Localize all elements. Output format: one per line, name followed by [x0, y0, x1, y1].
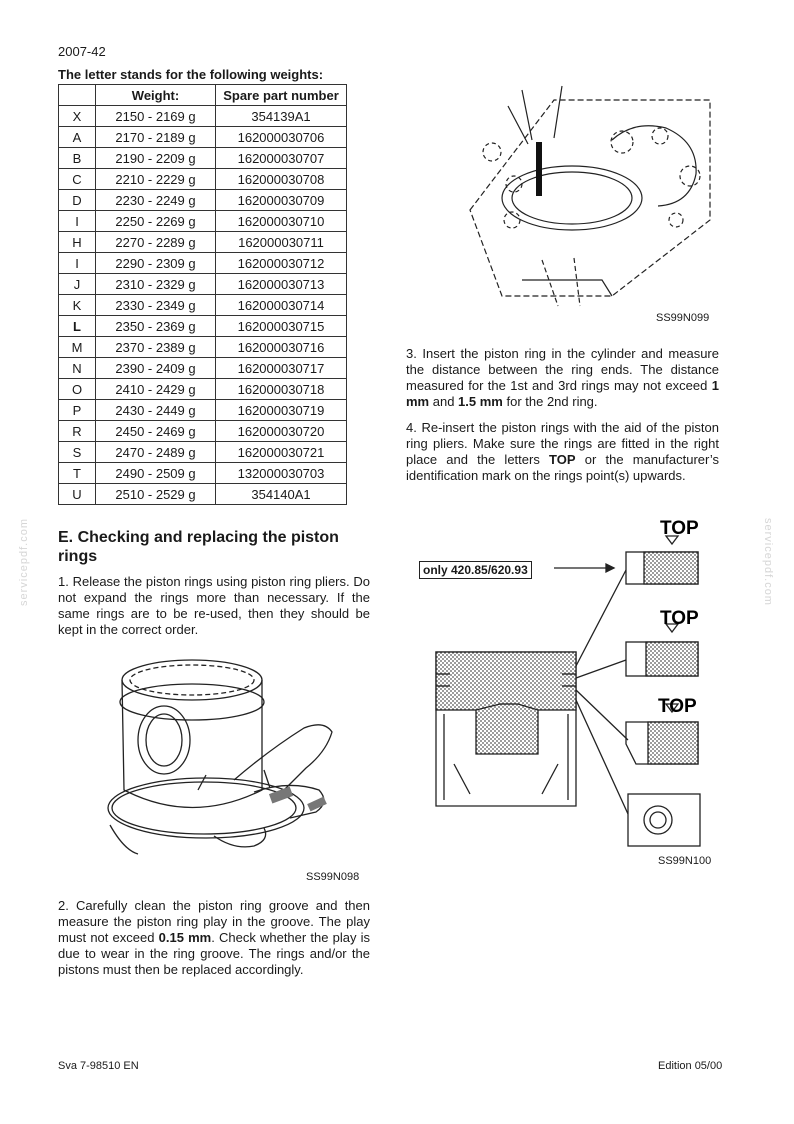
step-2-text [58, 898, 370, 978]
table-row [59, 358, 347, 379]
step-4-part: or the manufacturer’s identification mark on the rings point(s) upwards. [406, 452, 719, 483]
step-4-top: TOP [549, 452, 576, 467]
weight-letter: H [59, 232, 96, 253]
weight-range: 2210 - 2229 g [96, 169, 216, 190]
spare-part-number: 162000030709 [216, 190, 347, 211]
spare-part-number: 162000030715 [216, 316, 347, 337]
table-row [59, 253, 347, 274]
weight-letter: C [59, 169, 96, 190]
table-row [59, 295, 347, 316]
only-label: only 420.85/620.93 [419, 561, 532, 579]
weight-letter: J [59, 274, 96, 295]
spare-part-number: 162000030706 [216, 127, 347, 148]
step-2-part: . Check whether the play is due to wear in the ring groove. The rings and/or the pistons must then be replaced accordingly. [58, 930, 370, 977]
table-row [59, 148, 347, 169]
table-row [59, 232, 347, 253]
table-row [59, 127, 347, 148]
watermark-left: servicepdf.com [18, 518, 30, 606]
top-label-2: TOP [660, 608, 699, 629]
step-2-value: 0.15 mm [158, 930, 212, 945]
step-3-part: and [429, 394, 459, 409]
table-header-row [59, 85, 347, 106]
spare-part-number: 162000030718 [216, 379, 347, 400]
weight-range: 2370 - 2389 g [96, 337, 216, 358]
spare-part-number: 162000030713 [216, 274, 347, 295]
spare-part-number: 162000030721 [216, 442, 347, 463]
table-row [59, 421, 347, 442]
footer-document-id: Sva 7-98510 EN [58, 1060, 139, 1072]
header-letter [59, 85, 96, 106]
spare-part-number: 132000030703 [216, 463, 347, 484]
weight-range: 2410 - 2429 g [96, 379, 216, 400]
weight-range: 2450 - 2469 g [96, 421, 216, 442]
weight-range: 2390 - 2409 g [96, 358, 216, 379]
weight-letter: U [59, 484, 96, 505]
spare-part-number: 162000030720 [216, 421, 347, 442]
weight-range: 2170 - 2189 g [96, 127, 216, 148]
table-row [59, 316, 347, 337]
step-3-value-2: 1.5 mm [458, 394, 503, 409]
step-1-text: 1. Release the piston rings using piston ring pliers. Do not expand the rings more than necessary. If the same rings are to be re-used, then they should be kept in the correct order. [58, 574, 370, 637]
figure-2-caption: SS99N099 [656, 312, 710, 324]
table-row [59, 379, 347, 400]
weight-range: 2430 - 2449 g [96, 400, 216, 421]
top-label-1: TOP [660, 518, 699, 539]
table-row [59, 274, 347, 295]
weight-letter: N [59, 358, 96, 379]
spare-part-number: 162000030714 [216, 295, 347, 316]
spare-part-number: 162000030708 [216, 169, 347, 190]
weight-letter: I [59, 211, 96, 232]
weight-letter: B [59, 148, 96, 169]
watermark-right: servicepdf.com [762, 518, 774, 606]
step-2-part: 2. Carefully clean the piston ring groove and then measure the piston ring play in the groove. The play must not exceed [58, 898, 370, 945]
weight-range: 2270 - 2289 g [96, 232, 216, 253]
footer-edition: Edition 05/00 [658, 1060, 723, 1072]
section-heading: E. Checking and replacing the piston rings [58, 529, 339, 565]
table-row [59, 106, 347, 127]
spare-part-number: 162000030711 [216, 232, 347, 253]
weight-range: 2470 - 2489 g [96, 442, 216, 463]
header-part-number: Spare part number [216, 85, 347, 106]
weight-range: 2330 - 2349 g [96, 295, 216, 316]
step-4-text [406, 420, 719, 484]
table-row [59, 190, 347, 211]
table-row [59, 337, 347, 358]
top-label-3: TOP [658, 696, 697, 717]
figure-piston-ring-removal [94, 640, 376, 866]
spare-part-number: 162000030707 [216, 148, 347, 169]
weight-range: 2510 - 2529 g [96, 484, 216, 505]
weight-range: 2350 - 2369 g [96, 316, 216, 337]
weight-letter: A [59, 127, 96, 148]
weight-range: 2250 - 2269 g [96, 211, 216, 232]
weight-letter: O [59, 379, 96, 400]
weight-letter: R [59, 421, 96, 442]
spare-part-number: 354140A1 [216, 484, 347, 505]
table-row [59, 463, 347, 484]
spare-part-number: 162000030712 [216, 253, 347, 274]
step-3-part: 3. Insert the piston ring in the cylinder and measure the distance between the ring ends. The distance measured for the 1st and 3rd rings may not exceed [406, 346, 719, 393]
weight-range: 2150 - 2169 g [96, 106, 216, 127]
weight-letter: L [59, 316, 96, 337]
weight-letter: M [59, 337, 96, 358]
figure-ring-gap-measurement [462, 80, 724, 316]
spare-part-number: 162000030710 [216, 211, 347, 232]
weights-table [58, 84, 347, 505]
header-weight: Weight: [96, 85, 216, 106]
spare-part-number: 162000030716 [216, 337, 347, 358]
page-id: 2007-42 [58, 44, 106, 59]
weight-letter: P [59, 400, 96, 421]
spare-part-number: 162000030719 [216, 400, 347, 421]
step-3-part: for the 2nd ring. [502, 394, 598, 409]
weight-range: 2190 - 2209 g [96, 148, 216, 169]
weight-range: 2310 - 2329 g [96, 274, 216, 295]
spare-part-number: 162000030717 [216, 358, 347, 379]
weight-letter: X [59, 106, 96, 127]
weight-letter: I [59, 253, 96, 274]
figure-3-caption: SS99N100 [658, 855, 712, 867]
weight-letter: D [59, 190, 96, 211]
spare-part-number: 354139A1 [216, 106, 347, 127]
weight-range: 2290 - 2309 g [96, 253, 216, 274]
figure-1-caption: SS99N098 [306, 871, 360, 883]
step-4-part: 4. Re-insert the piston rings with the aid of the piston ring pliers. Make sure the rings are fitted in the right place and the letters [406, 420, 719, 467]
weight-letter: K [59, 295, 96, 316]
weight-letter: T [59, 463, 96, 484]
weight-range: 2490 - 2509 g [96, 463, 216, 484]
weight-letter: S [59, 442, 96, 463]
table-caption: The letter stands for the following weights: [58, 67, 324, 82]
table-row [59, 400, 347, 421]
table-row [59, 484, 347, 505]
weight-range: 2230 - 2249 g [96, 190, 216, 211]
step-3-value-1: 1 mm [406, 378, 719, 409]
step-3-text [406, 346, 719, 410]
table-row [59, 211, 347, 232]
table-row [59, 169, 347, 190]
table-row [59, 442, 347, 463]
